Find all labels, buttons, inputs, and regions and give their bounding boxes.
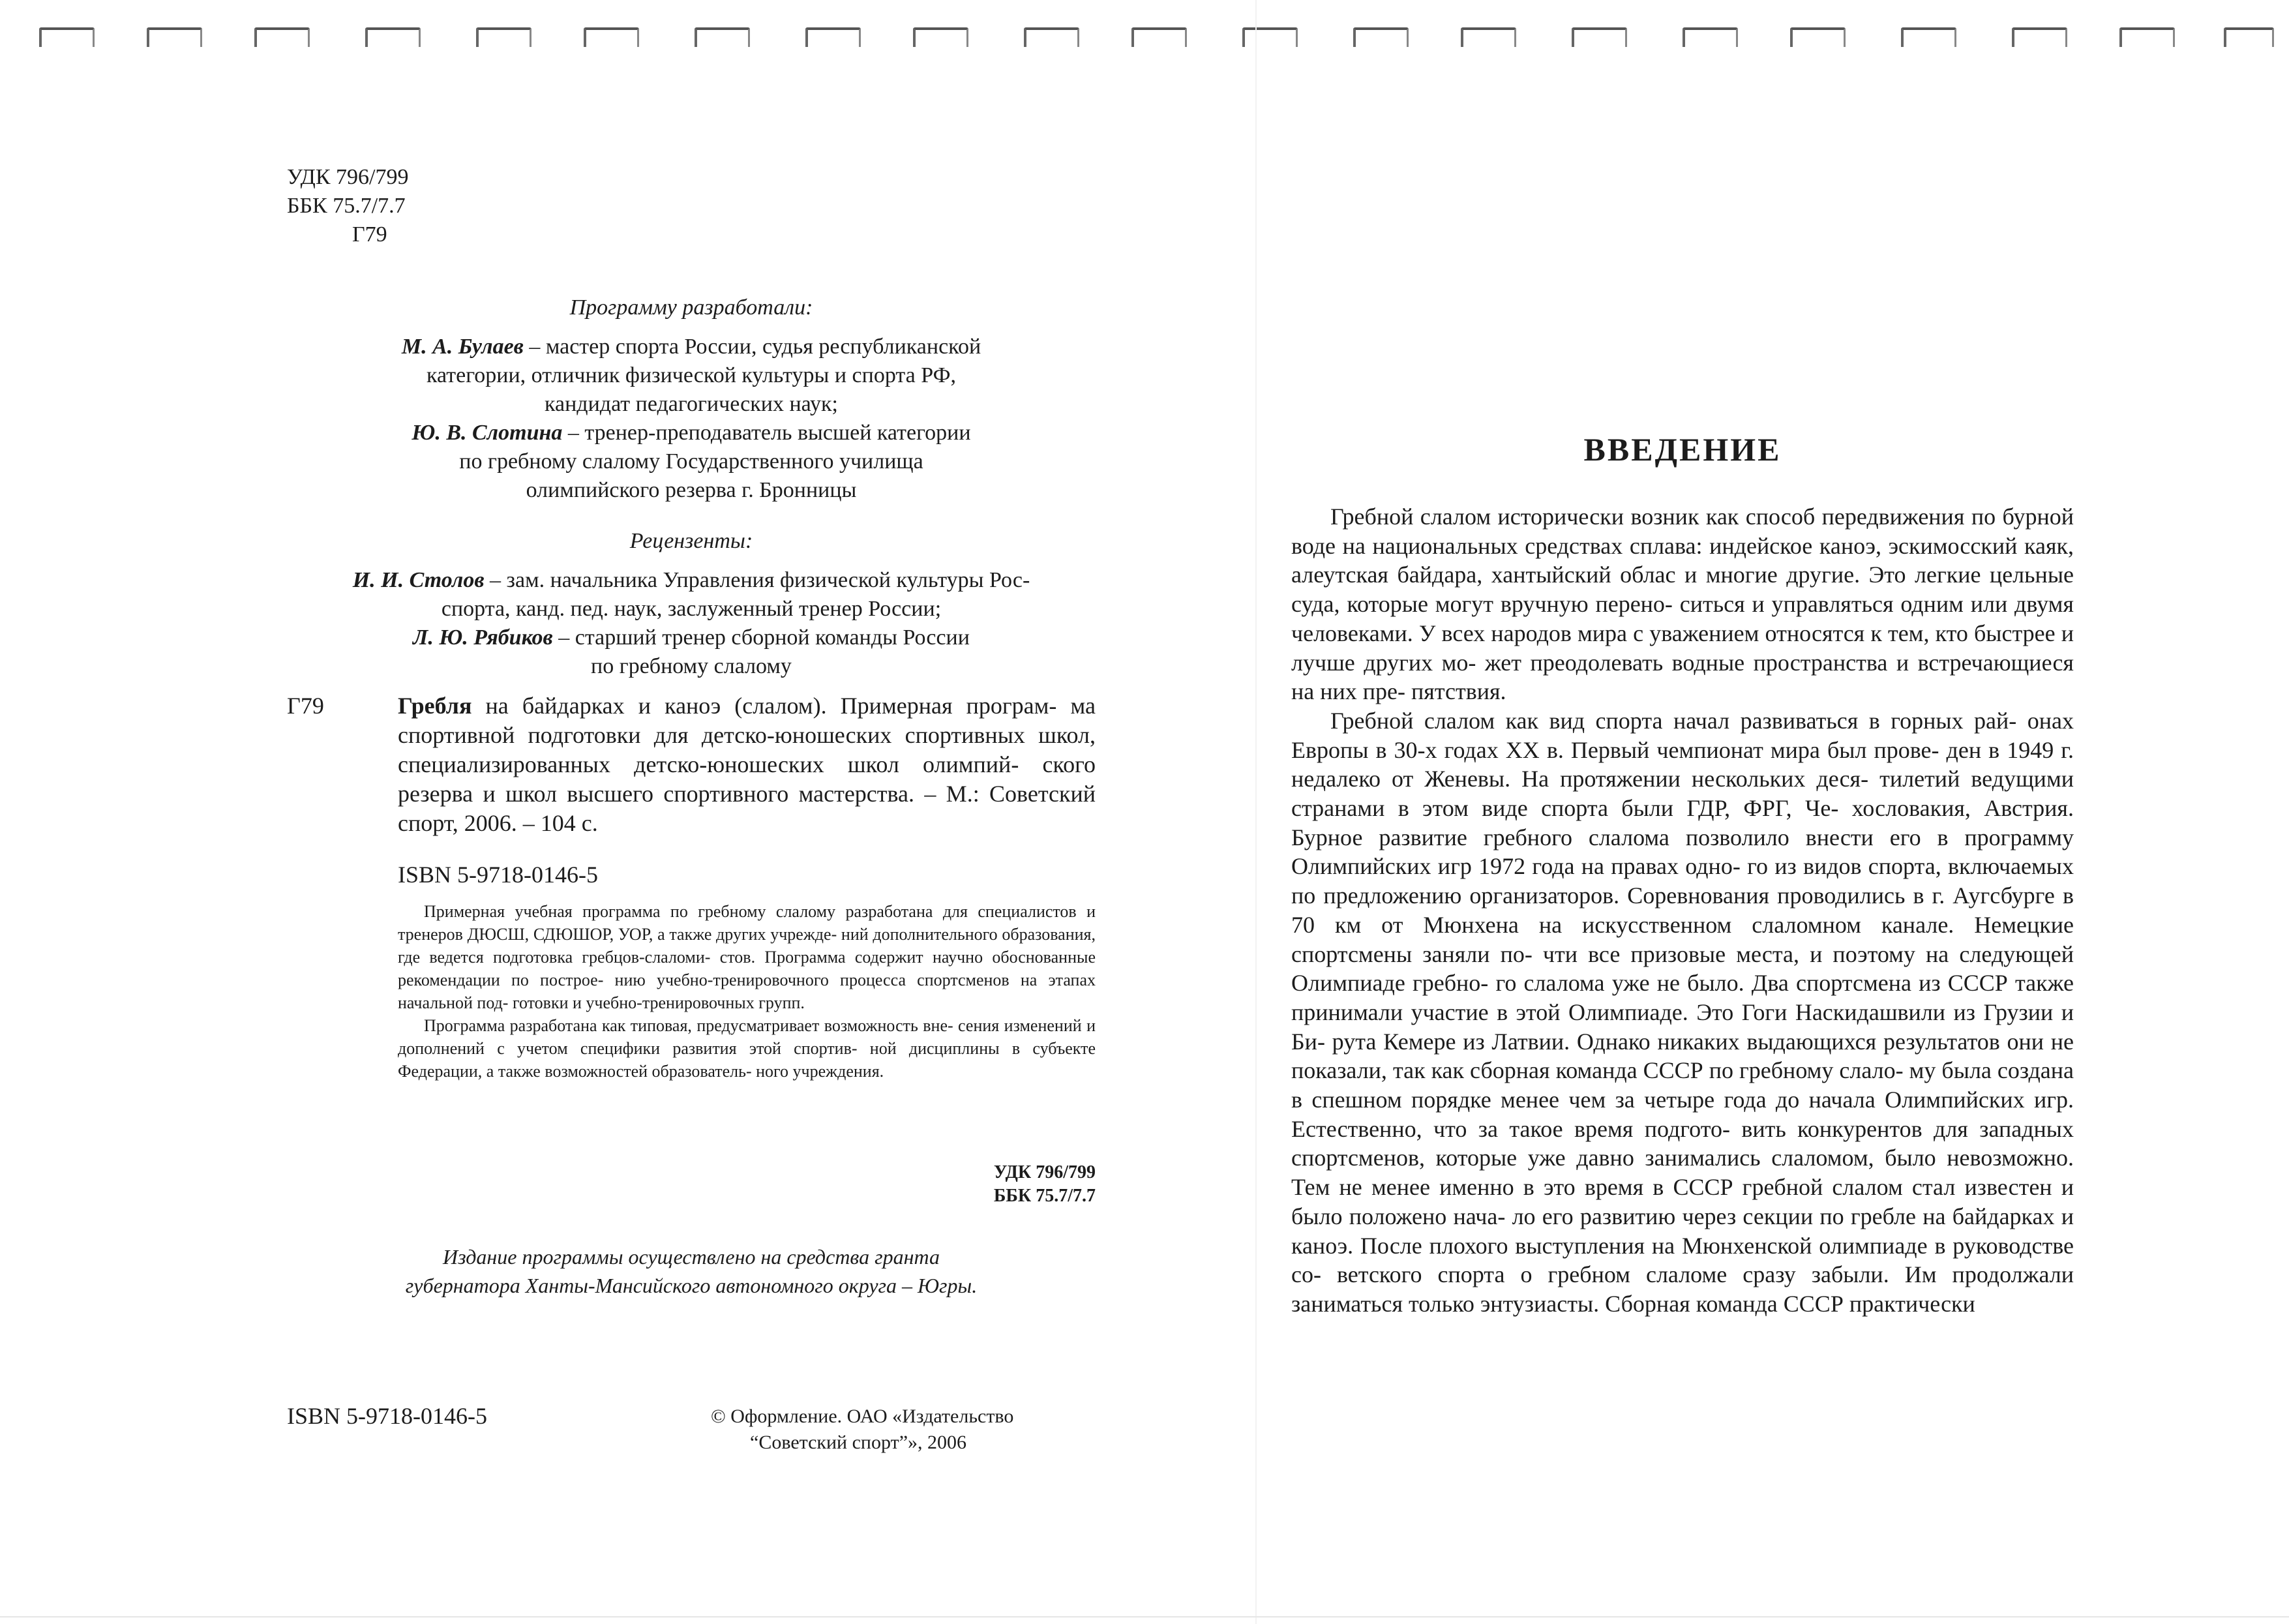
grant-note [287, 1242, 1096, 1300]
copyright-line: “Советский спорт”», 2006 [750, 1432, 967, 1453]
isbn-bottom: ISBN 5-9718-0146-5 [287, 1403, 487, 1429]
binding-hole [1353, 27, 1409, 47]
reviewer-role: – зам. начальника Управления физической культуры Рос- [490, 568, 1030, 592]
binding-hole [1572, 27, 1627, 47]
binding-hole [254, 27, 310, 47]
developer-entry [287, 419, 1096, 505]
binding-hole [147, 27, 202, 47]
binding-holes [0, 0, 2289, 72]
annotation-paragraph: Программа разработана как типовая, предусматривает возможность вне- сения изменений и дополнений с учетом специфики развития этой спортив- ной дисциплины в субъекте Федерации, а также возможностей образователь- ного учреждения. [398, 1016, 1096, 1081]
body-paragraph: Гребной слалом исторически возник как способ передвижения по бурной воде на национальных средствах сплава: индейское каноэ, эскимосский каяк, алеутская байдара, хантыйский облас и многие другие. Это легкие цельные суда, которые могут вручную перено- ситься и управляться одним или двумя человеками. У всех народов мира с уважением относятся к тем, кто быстрее и лучше других мо- жет преодолевать водные пространства и встречающиеся на них пре- пятствия. [1291, 504, 2074, 705]
binding-hole [1242, 27, 1298, 47]
biblio-description [398, 691, 1096, 838]
classification-codes-repeat [287, 1161, 1096, 1208]
reviewer-name: И. И. Столов [352, 568, 485, 592]
binding-hole [805, 27, 861, 47]
developer-name: Ю. В. Слотина [411, 421, 563, 445]
udk-code-repeat: УДК 796/799 [993, 1162, 1096, 1182]
reviewer-role-line: по гребному слалому [591, 654, 792, 678]
binding-hole [1790, 27, 1846, 47]
reviewer-entry [287, 566, 1096, 624]
developer-role-line: олимпийского резерва г. Бронницы [526, 478, 857, 502]
reviewer-entry [287, 624, 1096, 681]
copyright [711, 1404, 1102, 1456]
reviewer-name: Л. Ю. Рябиков [413, 625, 553, 650]
binding-hole [913, 27, 968, 47]
binding-hole [1901, 27, 1956, 47]
page-spine [1255, 0, 1257, 1624]
binding-hole [1461, 27, 1516, 47]
biblio-title-word: Гребля [398, 693, 472, 719]
isbn: ISBN 5-9718-0146-5 [398, 862, 598, 888]
binding-hole [695, 27, 750, 47]
annotation [398, 900, 1096, 1083]
binding-hole [584, 27, 639, 47]
binding-hole [39, 27, 95, 47]
developer-entry [287, 333, 1096, 419]
developer-role: – тренер-преподаватель высшей категории [567, 421, 971, 445]
reviewers-heading: Рецензенты: [629, 529, 753, 553]
author-sign: Г79 [352, 222, 387, 247]
annotation-paragraph: Примерная учебная программа по гребному слалому разработана для специалистов и тренеров ДЮСШ, СДЮШОР, УОР, а также других учрежде- ний дополнительного образования, где ведется подготовка гребцов-слаломи- стов. Программа содержит научно обоснованные рекомендации по построе- нию учебно-тренировочного процесса спортсменов на этапах начальной под- готовки и учебно-тренировочных групп. [398, 902, 1096, 1012]
developer-role: – мастер спорта России, судья республиканской [529, 335, 981, 359]
chapter-title: ВВЕДЕНИЕ [1583, 431, 1782, 468]
binding-hole [1683, 27, 1738, 47]
bbk-code-repeat: ББК 75.7/7.7 [993, 1186, 1096, 1206]
credits-block [287, 293, 1096, 681]
biblio-text: на байдарках и каноэ (слалом). Примерная програм- ма спортивной подготовки для детско-юношеских спортивных школ, специализированных детско-юношеских школ олимпий- ского резерва и школ высшего спортивного мастерства. – М.: Советский спорт, 2006. – 104 с. [398, 693, 1096, 836]
developers-heading: Программу разработали: [569, 295, 813, 320]
developer-role-line: кандидат педагогических наук; [545, 392, 838, 416]
binding-hole [1024, 27, 1079, 47]
body-paragraph: Гребной слалом как вид спорта начал развиваться в горных рай- онах Европы в 30-х годах XX в. Первый чемпионат мира был прове- ден в 1949 г. недалеко от Женевы. На протяжении нескольких деся- тилетий ведущими странами в этом виде спорта были ГДР, ФРГ, Че- хословакия, Австрия. Бурное развитие гребного слалома позволило внести его в программу Олимпийских игр 1972 года на правах одно- го из видов спорта, включаемых по предложению организаторов. Соревнования проводились в г. Аугсбурге в 70 км от Мюнхена на искусственном слаломном канале. Немецкие спортсмены заняли по- чти все призовые места, и поэтому на следующей Олимпиаде гребно- го слалома уже не было. Два спортсмена из СССР также принимали участие в этой Олимпиаде. Это Гоги Наскидашвили из Грузии и Би- рута Кемере из Латвии. Однако никаких выдающихся результатов они не показали, так как сборная команда СССР по гребному слало- му была создана в спешном порядке менее чем за четыре года до начала Олимпийских игр. Естественно, что за такое время подгото- вить конкурентов для западных спортсменов, которые уже давно занимались слаломом, было невозможно. Тем не менее именно в это время в СССР гребной слалом стал известен и было положено нача- ло его развитию через секции по гребле на байдарках и каноэ. После плохого выступления на Мюнхенской олимпиаде в руководстве со- ветского спорта о гребном слаломе сразу забыли. Им продолжали заниматься только энтузиасты. Сборная команда СССР практически [1291, 707, 2074, 1317]
bibliographic-record [287, 691, 1096, 838]
reviewer-role: – старший тренер сборной команды России [558, 625, 970, 650]
binding-hole [2224, 27, 2274, 47]
classification-codes [287, 163, 408, 249]
grant-line: губернатора Ханты-Мансийского автономного округа – Югры. [405, 1274, 978, 1297]
udk-code: УДК 796/799 [287, 165, 409, 189]
copyright-line: © Оформление. ОАО «Издательство [711, 1406, 1014, 1427]
binding-hole [476, 27, 531, 47]
developer-role-line: категории, отличник физической культуры и спорта РФ, [426, 363, 956, 387]
bbk-code: ББК 75.7/7.7 [287, 194, 406, 218]
reviewer-role-line: спорта, канд. пед. наук, заслуженный тренер России; [441, 597, 942, 621]
binding-hole [2012, 27, 2067, 47]
binding-hole [365, 27, 421, 47]
grant-line: Издание программы осуществлено на средства гранта [443, 1245, 940, 1269]
binding-hole [2119, 27, 2175, 47]
page-bottom-edge [0, 1616, 2289, 1617]
developer-role-line: по гребному слалому Государственного училища [459, 449, 923, 474]
binding-hole [1131, 27, 1187, 47]
developer-name: М. А. Булаев [401, 335, 524, 359]
biblio-code: Г79 [287, 693, 324, 719]
chapter-text [1291, 502, 2074, 1319]
